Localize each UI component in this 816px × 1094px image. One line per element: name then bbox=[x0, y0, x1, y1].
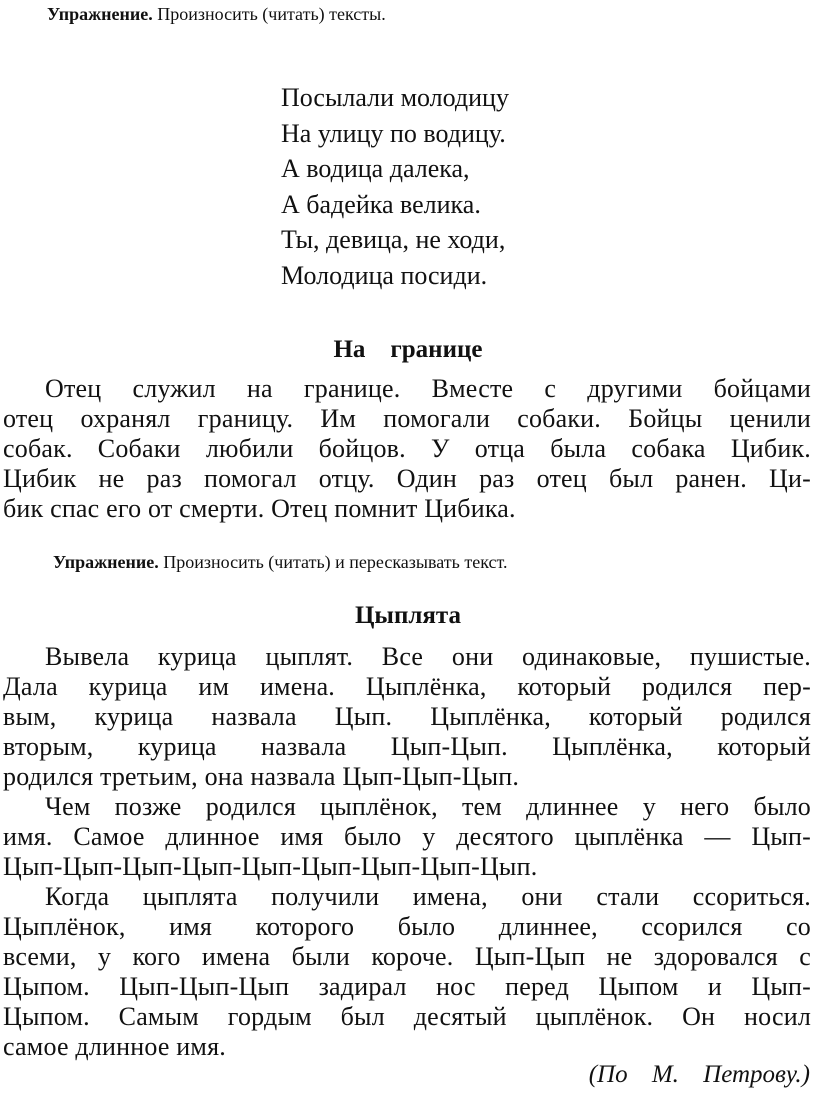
text-line: Цыпом. Цып-Цып-Цып задирал нос перед Цыпом и Цып- bbox=[3, 972, 811, 1001]
text-line: всеми, у кого имена были короче. Цып-Цып не здоровался с bbox=[3, 942, 811, 971]
text-line: Отец служил на границе. Вместе с другими бойцами bbox=[45, 374, 811, 403]
exercise-label-1: Упражнение. bbox=[47, 4, 153, 24]
text-line: собак. Собаки любили бойцов. У отца была собака Цибик. bbox=[3, 434, 811, 463]
text-line: имя. Самое длинное имя было у десятого цыплёнка — Цып- bbox=[3, 822, 811, 851]
poem-line: На улицу по водицу. bbox=[281, 118, 506, 148]
poem-line: Молодица посиди. bbox=[281, 260, 488, 290]
text-line: Цибик не раз помогал отцу. Один раз отец был ранен. Ци- bbox=[3, 464, 811, 493]
exercise-text-1: Произносить (читать) тексты. bbox=[152, 4, 386, 24]
author-attribution: (По М. Петрову.) bbox=[588, 1061, 810, 1088]
text-line: самое длинное имя. bbox=[3, 1032, 226, 1061]
text-line: бик спас его от смерти. Отец помнит Цибика. bbox=[3, 494, 516, 523]
exercise-label-2: Упражнение. bbox=[53, 552, 159, 572]
text-line: Цып-Цып-Цып-Цып-Цып-Цып-Цып-Цып-Цып. bbox=[3, 852, 538, 881]
exercise-text-2: Произносить (читать) и пересказывать текст. bbox=[158, 552, 508, 572]
story-title-na-granitse: На границе bbox=[333, 336, 483, 363]
text-line: родился третьим, она назвала Цып-Цып-Цып. bbox=[3, 762, 520, 791]
text-line: Когда цыплята получили имена, они стали ссориться. bbox=[45, 882, 811, 911]
text-line: Чем позже родился цыплёнок, тем длиннее у него было bbox=[45, 792, 811, 821]
story-title-tsyplyata: Цыплята bbox=[354, 602, 461, 629]
exercise-instruction-2 bbox=[53, 551, 508, 573]
exercise-instruction-1 bbox=[47, 3, 386, 25]
poem-line: Ты, девица, не ходи, bbox=[281, 225, 506, 255]
text-line: Цыплёнок, имя которого было длиннее, ссорился со bbox=[3, 912, 811, 941]
text-line: вторым, курица назвала Цып-Цып. Цыплёнка, который bbox=[3, 732, 811, 761]
story-text-tsyplyata bbox=[3, 642, 811, 1062]
poem-line: А бадейка велика. bbox=[281, 189, 481, 219]
poem bbox=[281, 80, 509, 294]
text-line: Дала курица им имена. Цыплёнка, который родился пер- bbox=[3, 672, 811, 701]
text-line: вым, курица назвала Цып. Цыплёнка, который родился bbox=[3, 702, 811, 731]
text-line: Вывела курица цыплят. Все они одинаковые, пушистые. bbox=[45, 642, 811, 671]
text-line: отец охранял границу. Им помогали собаки. Бойцы ценили bbox=[3, 404, 811, 433]
story-text-na-granitse bbox=[3, 374, 811, 524]
text-line: Цыпом. Самым гордым был десятый цыплёнок. Он носил bbox=[3, 1002, 811, 1031]
poem-line: Посылали молодицу bbox=[281, 83, 509, 112]
poem-line: А водица далека, bbox=[281, 154, 470, 184]
